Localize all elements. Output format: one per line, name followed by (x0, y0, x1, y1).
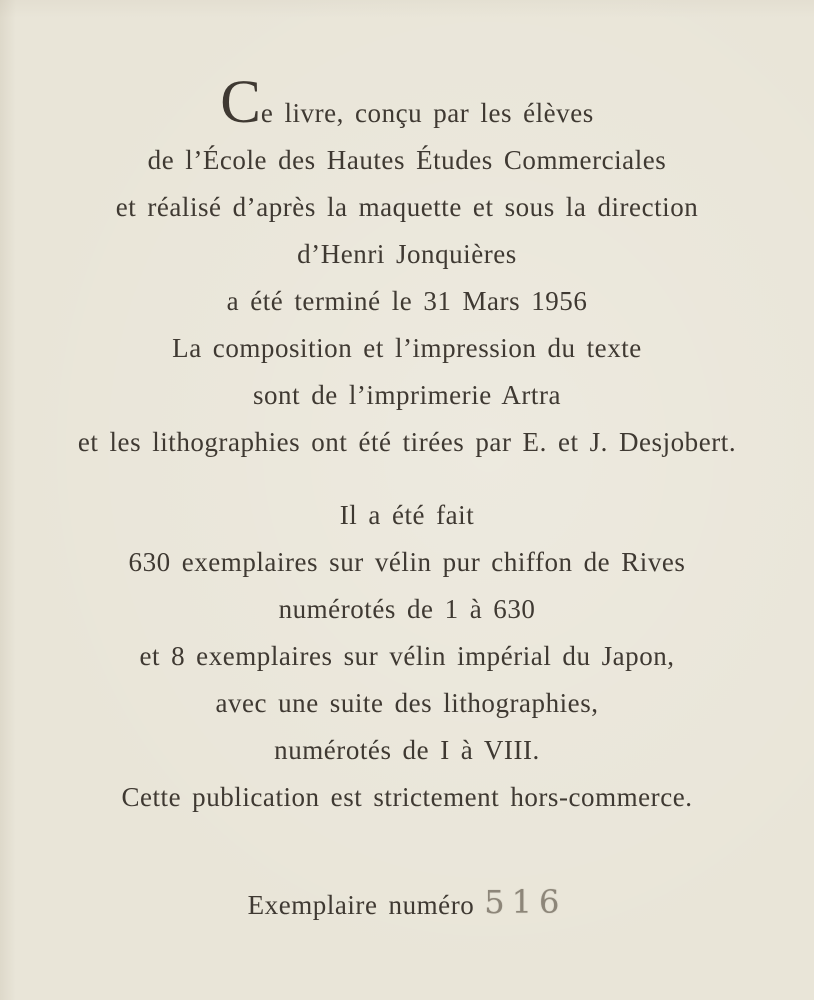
colophon-line: avec une suite des lithographies, (215, 688, 599, 718)
colophon-line: et réalisé d’après la maquette et sous la direction (115, 192, 699, 222)
initial-capital: C (220, 69, 261, 136)
colophon-line: a été terminé le 31 Mars 1956 (226, 286, 588, 316)
colophon-line: Cette publication est strictement hors-commerce. (121, 782, 693, 812)
colophon-line: numérotés de 1 à 630 (278, 594, 536, 624)
colophon-line (0, 69, 814, 137)
colophon-line: et 8 exemplaires sur vélin impérial du Japon, (139, 641, 675, 671)
copy-number-stamp: 516 (484, 883, 567, 921)
colophon-line: Il a été fait (339, 500, 475, 530)
colophon-line: d’Henri Jonquières (297, 239, 517, 269)
colophon-paragraph-production (0, 69, 814, 466)
colophon-line: La composition et l’impression du texte (172, 333, 642, 363)
colophon-line: sont de l’imprimerie Artra (252, 380, 562, 410)
colophon-line: numérotés de I à VIII. (274, 735, 540, 765)
justification-label: Exemplaire numéro (247, 890, 475, 920)
colophon-line: et les lithographies ont été tirées par E. et J. Desjobert. (77, 427, 737, 457)
colophon-text-block (0, 69, 814, 927)
colophon-paragraph-edition (0, 492, 814, 821)
colophon-line: 630 exemplaires sur vélin pur chiffon de Rives (128, 547, 686, 577)
justification-line (0, 880, 814, 927)
colophon-line: de l’École des Hautes Études Commerciales (147, 145, 667, 175)
line-text: e livre, conçu par les élèves (260, 98, 594, 128)
